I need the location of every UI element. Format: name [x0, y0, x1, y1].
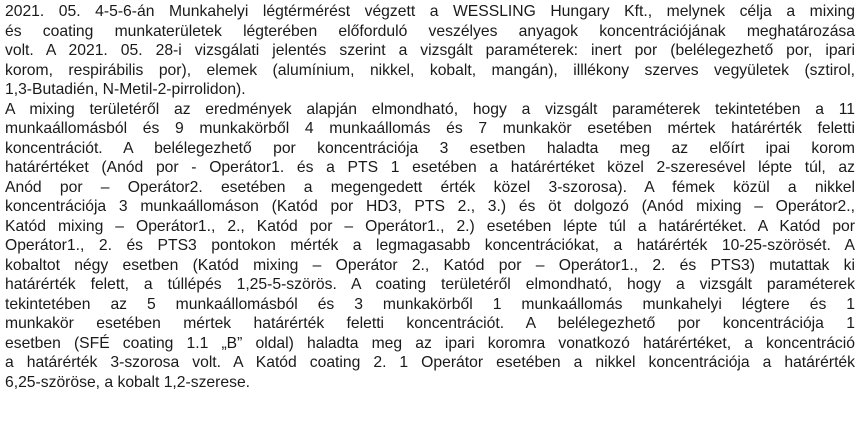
text-line: tekintetében az 5 munkaállomásból és 3 munkakörből 1 munkaállomás munkahelyi légtere és 1	[5, 295, 855, 313]
document-text	[5, 2, 855, 392]
text-line: koncentrációja 3 munkaállomáson (Katód por HD3, PTS 2., 3.) és öt dolgozó (Anód mixing – Operátor2.,	[5, 198, 855, 215]
text-line: A mixing területéről az eredmények alapján elmondható, hogy a vizsgált paraméterek tekintetében a 11	[5, 100, 855, 118]
text-line: határértéket (Anód por - Operátor1. és a PTS 1 esetében a határértéket közel 2-szeresével lépte túl, az	[5, 159, 855, 176]
text-line: és coating munkaterületek légterében előforduló veszélyes anyagok koncentrációjának meghatározása	[5, 22, 855, 40]
text-line: esetben (SFÉ coating 1.1 „B” oldal) haladta meg az ipari koromra vonatkozó határértéket, a koncentráció	[5, 334, 855, 352]
text-line: 2021. 05. 4-5-6-án Munkahelyi légtérmérést végzett a WESSLING Hungary Kft., melynek célja a mixing	[5, 3, 855, 20]
text-line: koncentrációt. A belélegezhető por koncentrációja 3 esetben haladta meg az előírt ipai korom	[5, 139, 855, 157]
paragraph-measurement-intro	[5, 2, 855, 100]
text-line: 6,25-szöröse, a kobalt 1,2-szerese.	[5, 373, 251, 391]
text-line: határérték felett, a túllépés 1,25-5-szörös. A coating területéről elmondható, hogy a vizsgált paraméterek	[5, 276, 855, 293]
text-line: a határérték 3-szorosa volt. A Katód coating 2. 1 Operátor esetében a nikkel koncentrációja a határérték	[5, 354, 855, 371]
text-line: kobaltot négy esetben (Katód mixing – Operátor 2., Katód por – Operátor1., 2. és PTS3) mutattak ki	[5, 256, 855, 274]
text-line: korom, respirábilis por), elemek (alumínium, nikkel, kobalt, mangán), illlékony szerves vegyületek (sztirol,	[5, 61, 855, 79]
text-line: Anód por – Operátor2. esetében a megengedett érték közel 3-szorosa). A fémek közül a nikkel	[5, 178, 855, 196]
text-line: 1,3-Butadién, N-Metil-2-pirrolidon).	[5, 81, 246, 98]
paragraph-results	[5, 100, 855, 393]
text-line: Katód mixing – Operátor1., 2., Katód por – Operátor1., 2.) esetében lépte túl a határértéket. A Katód por	[5, 217, 855, 235]
text-line: volt. A 2021. 05. 28-i vizsgálati jelentés szerint a vizsgált paraméterek: inert por (belélegezhető por, ipari	[5, 42, 855, 59]
text-line: Operátor1., 2. és PTS3 pontokon mérték a legmagasabb koncentrációkat, a határérték 10-25-szörösét. A	[5, 237, 855, 254]
text-line: munkaállomásból és 9 munkakörből 4 munkaállomás és 7 munkakör esetében mértek határérték feletti	[5, 120, 855, 137]
text-line: munkakör esetében mértek határérték feletti koncentrációt. A belélegezhető por koncentrációja 1	[5, 315, 855, 332]
